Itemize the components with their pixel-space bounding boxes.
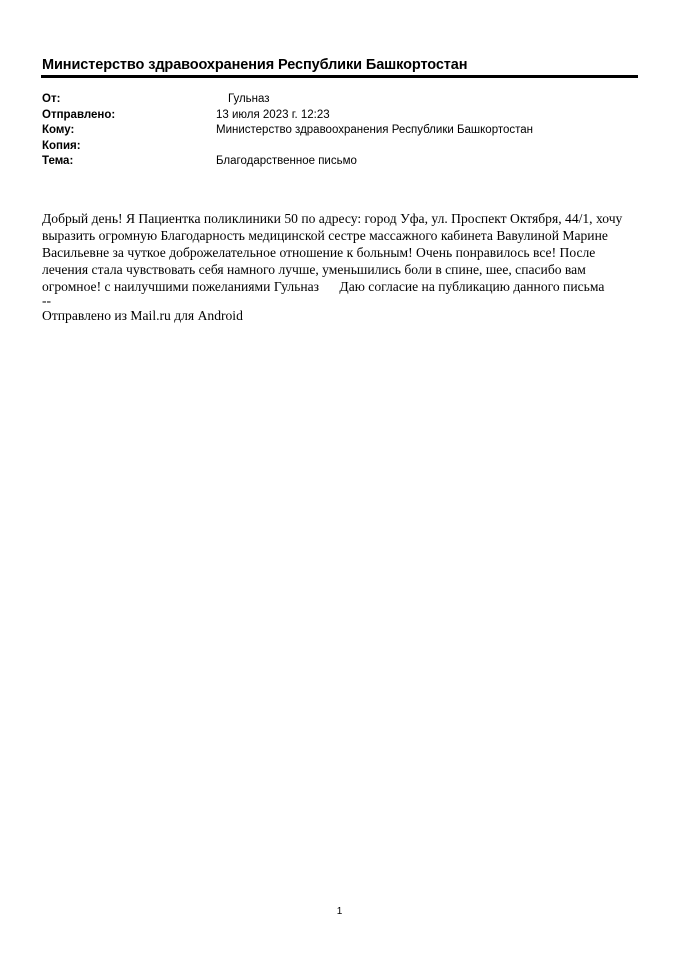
page-number: 1 bbox=[336, 906, 343, 917]
sent-label: Отправлено: bbox=[42, 108, 116, 121]
body-line: лечения стала чувствовать себя намного лучше, уменьшились боли в спине, шее, спасибо вам bbox=[42, 262, 586, 277]
subject-label: Тема: bbox=[42, 155, 74, 167]
from-label: От: bbox=[42, 93, 61, 105]
signature-line: Отправлено из Mail.ru для Android bbox=[42, 308, 243, 323]
subject-value: Благодарственное письмо bbox=[216, 155, 357, 167]
header-divider bbox=[41, 75, 638, 78]
to-label: Кому: bbox=[42, 124, 75, 136]
from-value: Гульназ bbox=[228, 93, 270, 105]
body-line: Васильевне за чуткое доброжелательное отношение к больным! Очень понравилось все! После bbox=[42, 245, 596, 260]
email-body bbox=[42, 210, 642, 324]
body-line: выразить огромную Благодарность медицинской сестре массажного кабинета Вавулиной Марине bbox=[42, 228, 608, 243]
body-line: огромное! с наилучшими пожеланиями Гульназ Даю согласие на публикацию данного письма bbox=[42, 279, 605, 294]
signature-separator: -- bbox=[42, 293, 52, 308]
body-line: Добрый день! Я Пациентка поликлиники 50 по адресу: город Уфа, ул. Проспект Октября, 44/1, хочу bbox=[42, 211, 623, 226]
cc-label: Копия: bbox=[42, 139, 81, 152]
page-title: Министерство здравоохранения Республики Башкортостан bbox=[42, 57, 468, 73]
sent-value: 13 июля 2023 г. 12:23 bbox=[216, 108, 330, 121]
to-value: Министерство здравоохранения Республики Башкортостан bbox=[216, 124, 534, 136]
